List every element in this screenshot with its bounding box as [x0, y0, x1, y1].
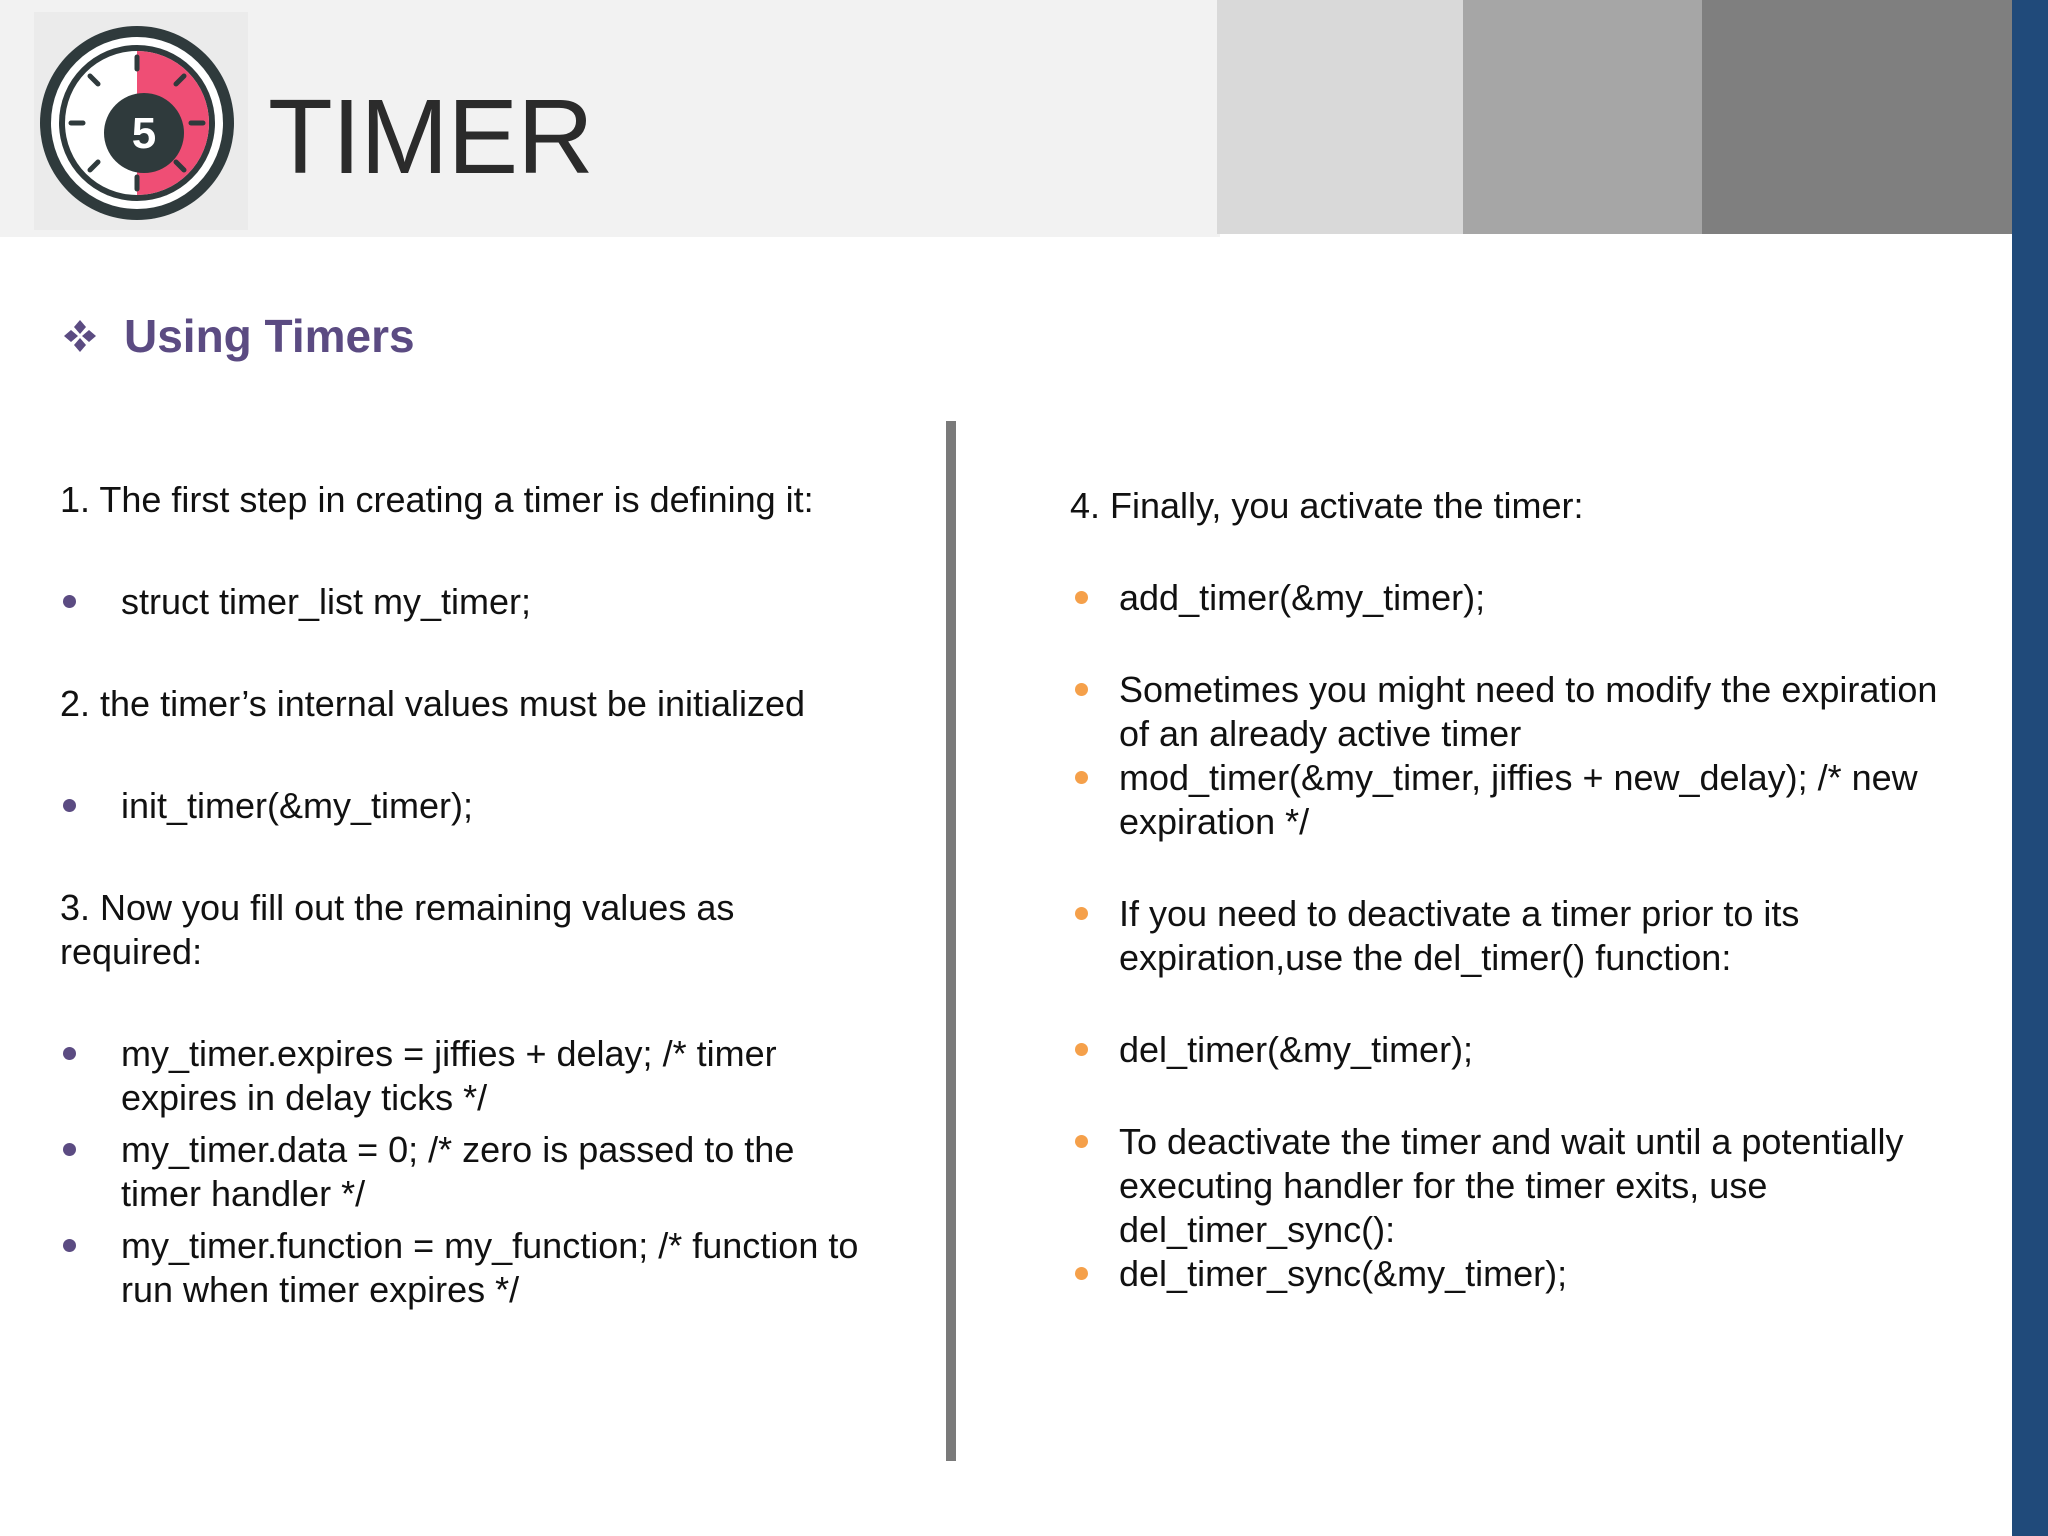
bullet-icon [1075, 1135, 1088, 1148]
section-heading [62, 308, 415, 364]
list-item: To deactivate the timer and wait until a potentially executing handler for the timer exits, use del_timer_sync(): [1070, 1120, 1970, 1252]
list-item: del_timer_sync(&my_timer); [1070, 1252, 1970, 1296]
header-gray-block-medium [1463, 0, 1702, 234]
logo-number: 5 [131, 109, 157, 158]
side-accent-bar [2012, 0, 2048, 1536]
page-title: TIMER [268, 78, 593, 196]
bullet-icon [63, 1143, 76, 1156]
bullet-icon [63, 799, 76, 812]
header-gray-block-light [1217, 0, 1463, 234]
step-3-text: 3. Now you fill out the remaining values as required: [60, 887, 735, 972]
bullet-icon [63, 1047, 76, 1060]
bullet-icon [63, 595, 76, 608]
list-item: If you need to deactivate a timer prior to its expiration,use the del_timer() function: [1070, 892, 1970, 980]
step-4-text: 4. Finally, you activate the timer: [1070, 485, 1584, 526]
list-item: my_timer.function = my_function; /* function to run when timer expires */ [60, 1224, 880, 1312]
bullet-icon [1075, 771, 1088, 784]
right-column [1070, 484, 1970, 1296]
list-item: del_timer(&my_timer); [1070, 1028, 1970, 1072]
header-gray-block-dark [1702, 0, 2012, 234]
step-2-text: 2. the timer’s internal values must be initialized [60, 683, 806, 724]
bullet-icon [1075, 591, 1088, 604]
list-item: struct timer_list my_timer; [60, 580, 880, 624]
bullet-icon [1075, 1043, 1088, 1056]
left-column [60, 478, 880, 1312]
column-divider [946, 421, 956, 1461]
list-item: add_timer(&my_timer); [1070, 576, 1970, 620]
diamond-bullet-icon [62, 318, 98, 354]
bullet-icon [1075, 1267, 1088, 1280]
stopwatch-icon [34, 12, 248, 230]
bullet-icon [1075, 683, 1088, 696]
list-item: init_timer(&my_timer); [60, 784, 880, 828]
list-item: my_timer.expires = jiffies + delay; /* timer expires in delay ticks */ [60, 1032, 880, 1120]
list-item: mod_timer(&my_timer, jiffies + new_delay); /* new expiration */ [1070, 756, 1970, 844]
list-item: Sometimes you might need to modify the expiration of an already active timer [1070, 668, 1970, 756]
bullet-icon [1075, 907, 1088, 920]
list-item: my_timer.data = 0; /* zero is passed to the timer handler */ [60, 1128, 880, 1216]
step-1-text: 1. The first step in creating a timer is defining it: [60, 479, 814, 520]
section-title: Using Timers [124, 310, 415, 362]
bullet-icon [63, 1239, 76, 1252]
